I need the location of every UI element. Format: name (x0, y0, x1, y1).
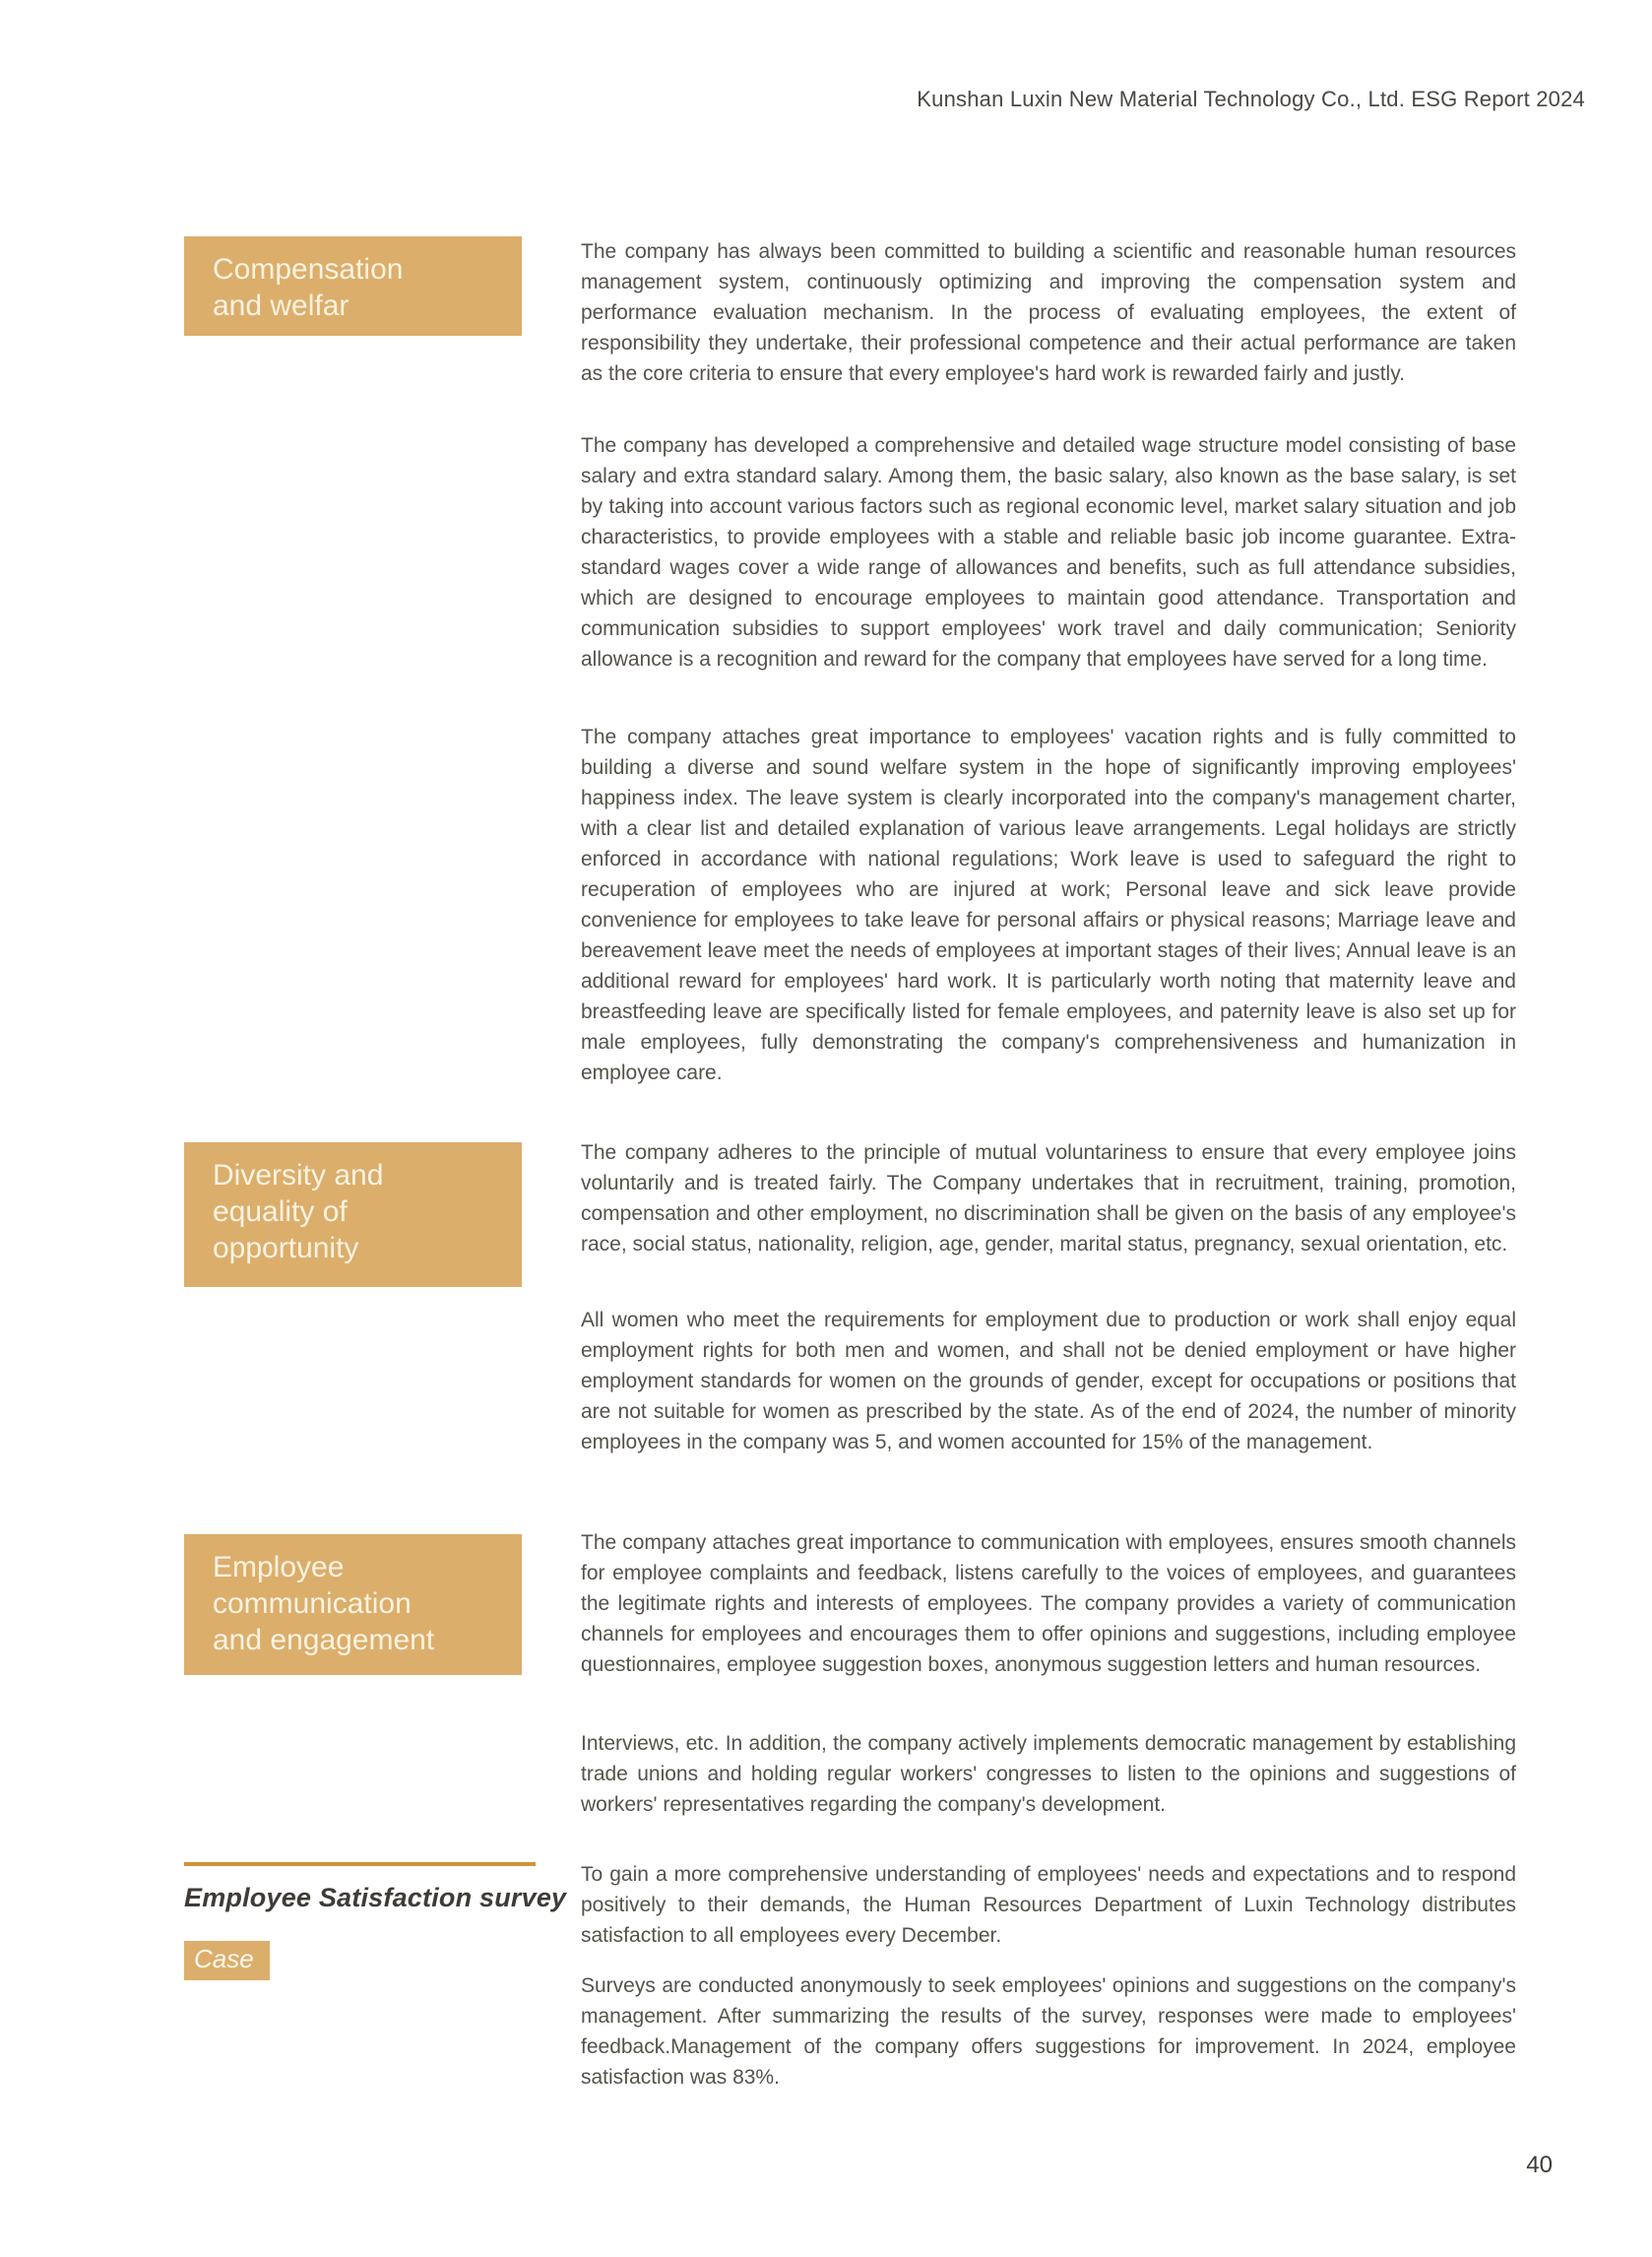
paragraph-case-1: To gain a more comprehensive understanding of employees' needs and expectations and to respond positively to their demands, the Human Resources Department of Luxin Technology distributes satisfaction to all employees every December. (581, 1863, 1516, 1947)
section-label-line: opportunity (213, 1232, 359, 1264)
page-number: 40 (1526, 2152, 1553, 2178)
paragraph-compensation-2: The company has developed a comprehensive and detailed wage structure model consisting of base salary and extra standard salary. Among them, the basic salary, also known as the base salary, is set by taking into account various factors such as regional economic level, market salary situation and job characteristics, to provide employees with a stable and reliable basic job income guarantee. Extra-standard wages cover a wide range of allowances and benefits, such as full attendance subsidies, which are designed to encourage employees to maintain good attendance. Transportation and communication subsidies to support employees' work travel and daily communication; Seniority allowance is a recognition and reward for the company that employees have served for a long time. (581, 434, 1516, 671)
case-section-heading: Employee Satisfaction survey (184, 1883, 567, 1912)
report-header (394, 87, 1585, 112)
section-label-line: and welfar (213, 290, 349, 322)
paragraph-compensation-3: The company attaches great importance to employees' vacation rights and is fully committed to building a diverse and sound welfare system in the hope of significantly improving employees' happiness index. The leave system is clearly incorporated into the company's management charter, with a clear list and detailed explanation of various leave arrangements. Legal holidays are strictly enforced in accordance with national regulations; Work leave is used to safeguard the right to recuperation of employees who are injured at work; Personal leave and sick leave provide convenience for employees to take leave for personal affairs or physical reasons; Marriage leave and bereavement leave meet the needs of employees at important stages of their lives; Annual leave is an additional reward for employees' hard work. It is particularly worth noting that maternity leave and breastfeeding leave are specifically listed for female employees, and paternity leave is also set up for male employees, fully demonstrating the company's comprehensiveness and humanization in employee care. (581, 726, 1516, 1084)
paragraph-case-2: Surveys are conducted anonymously to seek employees' opinions and suggestions on the company's management. After summarizing the results of the survey, responses were made to employees' feedback.Management of the company offers suggestions for improvement. In 2024, employee satisfaction was 83%. (581, 1974, 1516, 2089)
paragraph-communication-1: The company attaches great importance to communication with employees, ensures smooth channels for employee complaints and feedback, listens carefully to the voices of employees, and guarantees the legitimate rights and interests of employees. The company provides a variety of communication channels for employees and encourages them to offer opinions and suggestions, including employee questionnaires, employee suggestion boxes, anonymous suggestion letters and human resources. (581, 1531, 1516, 1676)
section-label-line: Compensation (213, 253, 404, 286)
section-label-line: Diversity and (213, 1159, 384, 1192)
paragraph-diversity-2: All women who meet the requirements for employment due to production or work shall enjoy equal employment rights for both men and women, and shall not be denied employment or have higher employment standards for women on the grounds of gender, except for occupations or positions that are not suitable for women as prescribed by the state. As of the end of 2024, the number of minority employees in the company was 5, and women accounted for 15% of the management. (581, 1309, 1516, 1453)
section-label-diversity-equality (184, 1142, 522, 1287)
paragraph-communication-2: Interviews, etc. In addition, the company actively implements democratic management by establishing trade unions and holding regular workers' congresses to listen to the opinions and suggestions of workers' representatives regarding the company's development. (581, 1732, 1516, 1816)
paragraph-diversity-1: The company adheres to the principle of mutual voluntariness to ensure that every employee joins voluntarily and is treated fairly. The Company undertakes that in recruitment, training, promotion, compensation and other employment, no discrimination shall be given on the basis of any employee's race, social status, nationality, religion, age, gender, marital status, pregnancy, sexual orientation, etc. (581, 1141, 1516, 1256)
section-label-employee-communication (184, 1534, 522, 1675)
section-label-compensation-and-welfare (184, 236, 522, 336)
section-label-line: and engagement (213, 1624, 435, 1656)
section-label-line: communication (213, 1587, 412, 1620)
case-badge: Case (184, 1941, 270, 1980)
section-label-line: equality of (213, 1195, 348, 1228)
report-title: Kunshan Luxin New Material Technology Co., Ltd. ESG Report 2024 (917, 87, 1585, 111)
case-section-divider-rule (184, 1862, 536, 1866)
paragraph-compensation-1: The company has always been committed to building a scientific and reasonable human resources management system, continuously optimizing and improving the compensation system and performance evaluation mechanism. In the process of evaluating employees, the extent of responsibility they undertake, their professional competence and their actual performance are taken as the core criteria to ensure that every employee's hard work is rewarded fairly and justly. (581, 240, 1516, 385)
section-label-line: Employee (213, 1551, 345, 1583)
